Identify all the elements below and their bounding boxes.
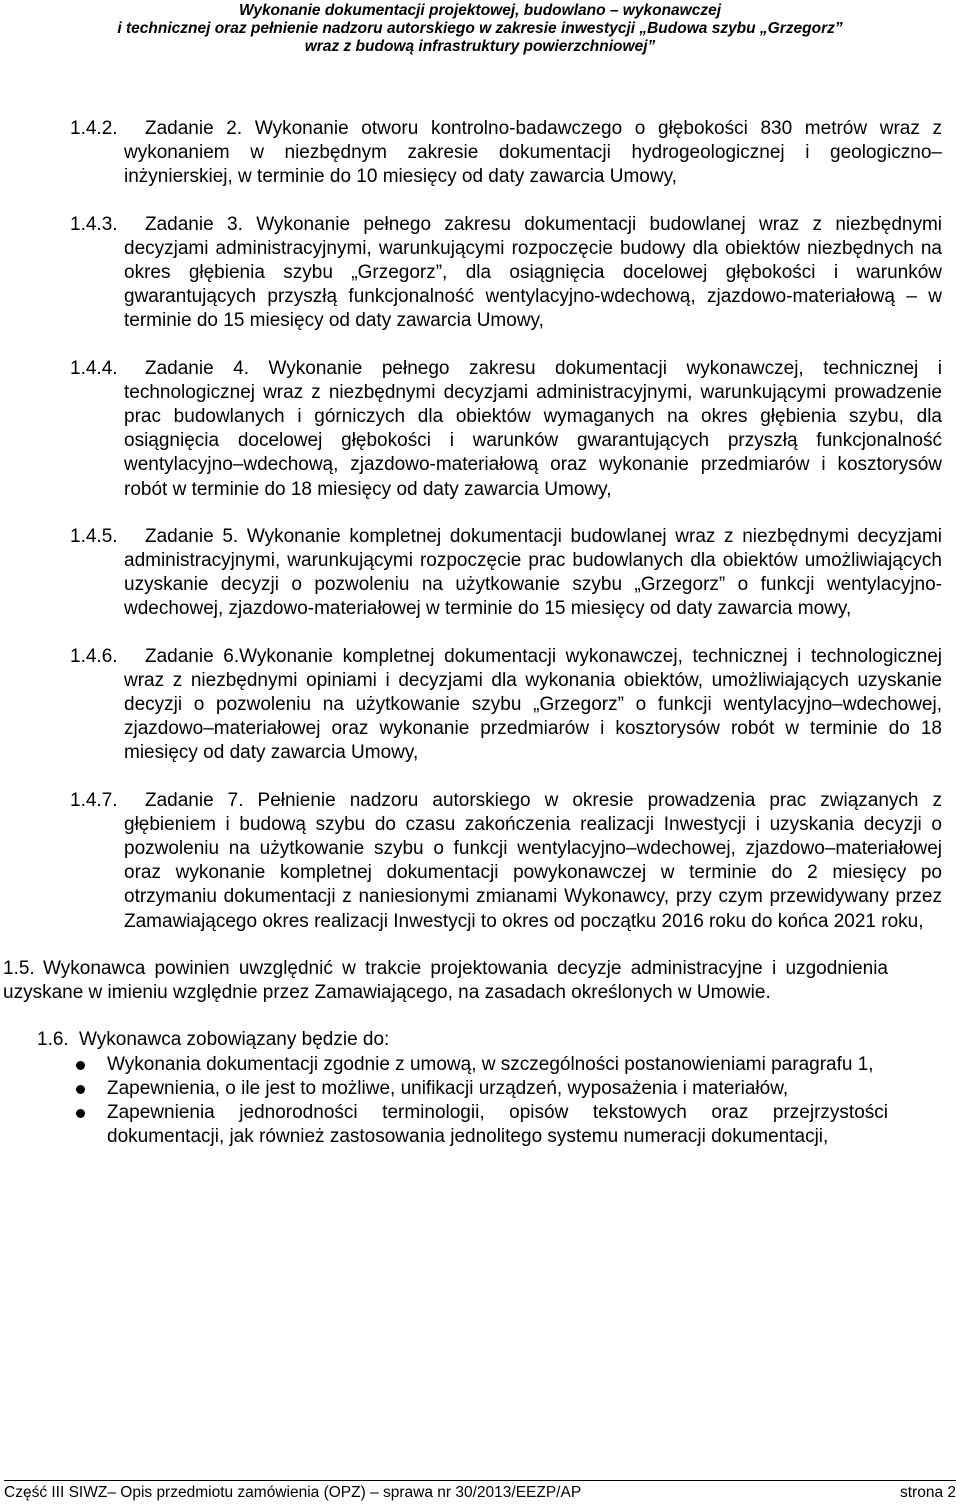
task-number: 1.4.4. xyxy=(70,357,118,379)
task-number: 1.4.3. xyxy=(70,213,118,235)
task-title: Zadanie 3. xyxy=(145,213,243,235)
task-text: Wykonanie pełnego zakresu dokumentacji budowlanej wraz z niezbędnymi decyzjami administracyjnymi, warunkującymi rozpoczęcie budowy dla obiektów niezbędnych na okres głębienia szybu „Grzegorz”, dla osiągnięcia docelowej głębokości i warunków gwarantujących przyszłą funkcjonalność wentylacyjno-wdechową, zjazdowo-materiałową – w terminie do 15 miesięcy od daty zawarcia Umowy, xyxy=(124,213,942,332)
task-title: Zadanie 6. xyxy=(145,645,240,667)
task-text: Wykonanie kompletnej dokumentacji wykonawczej, technicznej i technologicznej wraz z niezbędnymi opiniami i decyzjami dla wykonania obiektów, umożliwiających uzyskanie decyzji o pozwoleniu na użytkowanie szybu „Grzegorz” o funkcji wentylacyjno–wdechowej, zjazdowo–materiałowej oraz wykonanie przedmiarów i kosztorysów robót w terminie do 18 miesięcy od daty zawarcia Umowy, xyxy=(124,645,942,764)
page-number: strona 2 xyxy=(899,1484,956,1501)
task-title: Zadanie 5. xyxy=(145,525,239,547)
task-item-2 xyxy=(70,117,942,190)
task-title: Zadanie 7. xyxy=(145,789,244,811)
header-line-3: wraz z budową infrastruktury powierzchniowej” xyxy=(304,38,656,55)
bullet-icon xyxy=(76,1109,85,1118)
section-1-6 xyxy=(37,1028,888,1052)
task-text: Pełnienie nadzoru autorskiego w okresie prowadzenia prac związanych z głębieniem i budową szybu do czasu zakończenia realizacji Inwestycji i uzyskania decyzji o pozwoleniu na użytkowanie szybu o funkcji wentylacyjno–wdechowej, zjazdowo–materiałowej oraz wykonanie kompletnej dokumentacji powykonawczej w terminie do 2 miesięcy po otrzymaniu dokumentacji z naniesionymi zmianami Wykonawcy, przy czym przewidywany przez Zamawiającego okres realizacji Inwestycji to okres od początku 2016 roku do końca 2021 roku, xyxy=(124,789,943,932)
document-footer xyxy=(4,1480,956,1501)
task-text: Wykonanie otworu kontrolno-badawczego o głębokości 830 metrów wraz z wykonaniem w niezbędnym zakresie dokumentacji hydrogeologicznej i geologiczno–inżynierskiej, w terminie do 10 miesięcy od daty zawarcia Umowy, xyxy=(124,118,942,188)
task-title: Zadanie 2. xyxy=(145,118,243,139)
section-text: Wykonawca zobowiązany będzie do: xyxy=(79,1029,390,1051)
document-body xyxy=(0,117,960,1149)
task-item-5 xyxy=(70,525,942,622)
task-number: 1.4.2. xyxy=(70,118,118,139)
task-number: 1.4.7. xyxy=(70,789,118,811)
section-text: Wykonawca powinien uwzględnić w trakcie projektowania decyzje administracyjne i uzgodnienia uzyskane w imieniu względnie przez Zamawiającego, na zasadach określonych w Umowie. xyxy=(3,957,888,1004)
footer-case-reference: Część III SIWZ– Opis przedmiotu zamówienia (OPZ) – sprawa nr 30/2013/EEZP/AP xyxy=(4,1484,582,1501)
task-number: 1.4.5. xyxy=(70,525,118,547)
list-item-text: Wykonania dokumentacji zgodnie z umową, w szczególności postanowieniami paragrafu 1, xyxy=(107,1053,874,1075)
header-line-2: i technicznej oraz pełnienie nadzoru autorskiego w zakresie inwestycji „Budowa szybu „Grzegorz” xyxy=(117,20,843,37)
list-item xyxy=(72,1101,888,1149)
header-line-1: Wykonanie dokumentacji projektowej, budowlano – wykonawczej xyxy=(238,2,722,19)
task-number: 1.4.6. xyxy=(70,645,118,667)
task-text: Wykonanie pełnego zakresu dokumentacji wykonawczej, technicznej i technologicznej wraz z niezbędnymi decyzjami administracyjnymi, warunkującymi prowadzenie prac budowlanych i górniczych dla obiektów wymaganych na okres głębienia szybu, dla osiągnięcia docelowej głębokości i warunków gwarantujących przyszłą funkcjonalność wentylacyjno–wdechową, zjazdowo-materiałową oraz wykonanie przedmiarów i kosztorysów robót w terminie do 18 miesięcy od daty zawarcia Umowy, xyxy=(124,357,942,500)
section-1-5 xyxy=(3,957,888,1005)
list-item xyxy=(72,1077,888,1101)
section-number: 1.6. xyxy=(37,1029,69,1051)
list-item-text: Zapewnienia, o ile jest to możliwe, unifikacji urządzeń, wyposażenia i materiałów, xyxy=(107,1077,789,1099)
bullet-icon xyxy=(76,1061,85,1070)
task-title: Zadanie 4. xyxy=(145,357,250,379)
task-item-7 xyxy=(70,789,942,934)
task-text: Wykonanie kompletnej dokumentacji budowlanej wraz z niezbędnymi decyzjami administracyjnymi, warunkującymi rozpoczęcie prac budowlanych dla obiektów umożliwiających uzyskanie decyzji o pozwoleniu na użytkowanie szybu „Grzegorz” o funkcji wentylacyjno-wdechowej, zjazdowo-materiałowej w terminie do 15 miesięcy od daty zawarcia mowy, xyxy=(124,525,942,620)
task-item-6 xyxy=(70,645,942,766)
bullet-icon xyxy=(76,1085,85,1094)
document-header xyxy=(0,2,960,56)
task-item-3 xyxy=(70,213,942,334)
list-item xyxy=(72,1053,888,1077)
task-item-4 xyxy=(70,357,942,502)
list-item-text: Zapewnienia jednorodności terminologii, opisów tekstowych oraz przejrzystości dokumentacji, jak również zastosowania jednolitego systemu numeracji dokumentacji, xyxy=(107,1101,888,1148)
obligations-list xyxy=(72,1053,888,1150)
section-number: 1.5. xyxy=(3,957,35,979)
